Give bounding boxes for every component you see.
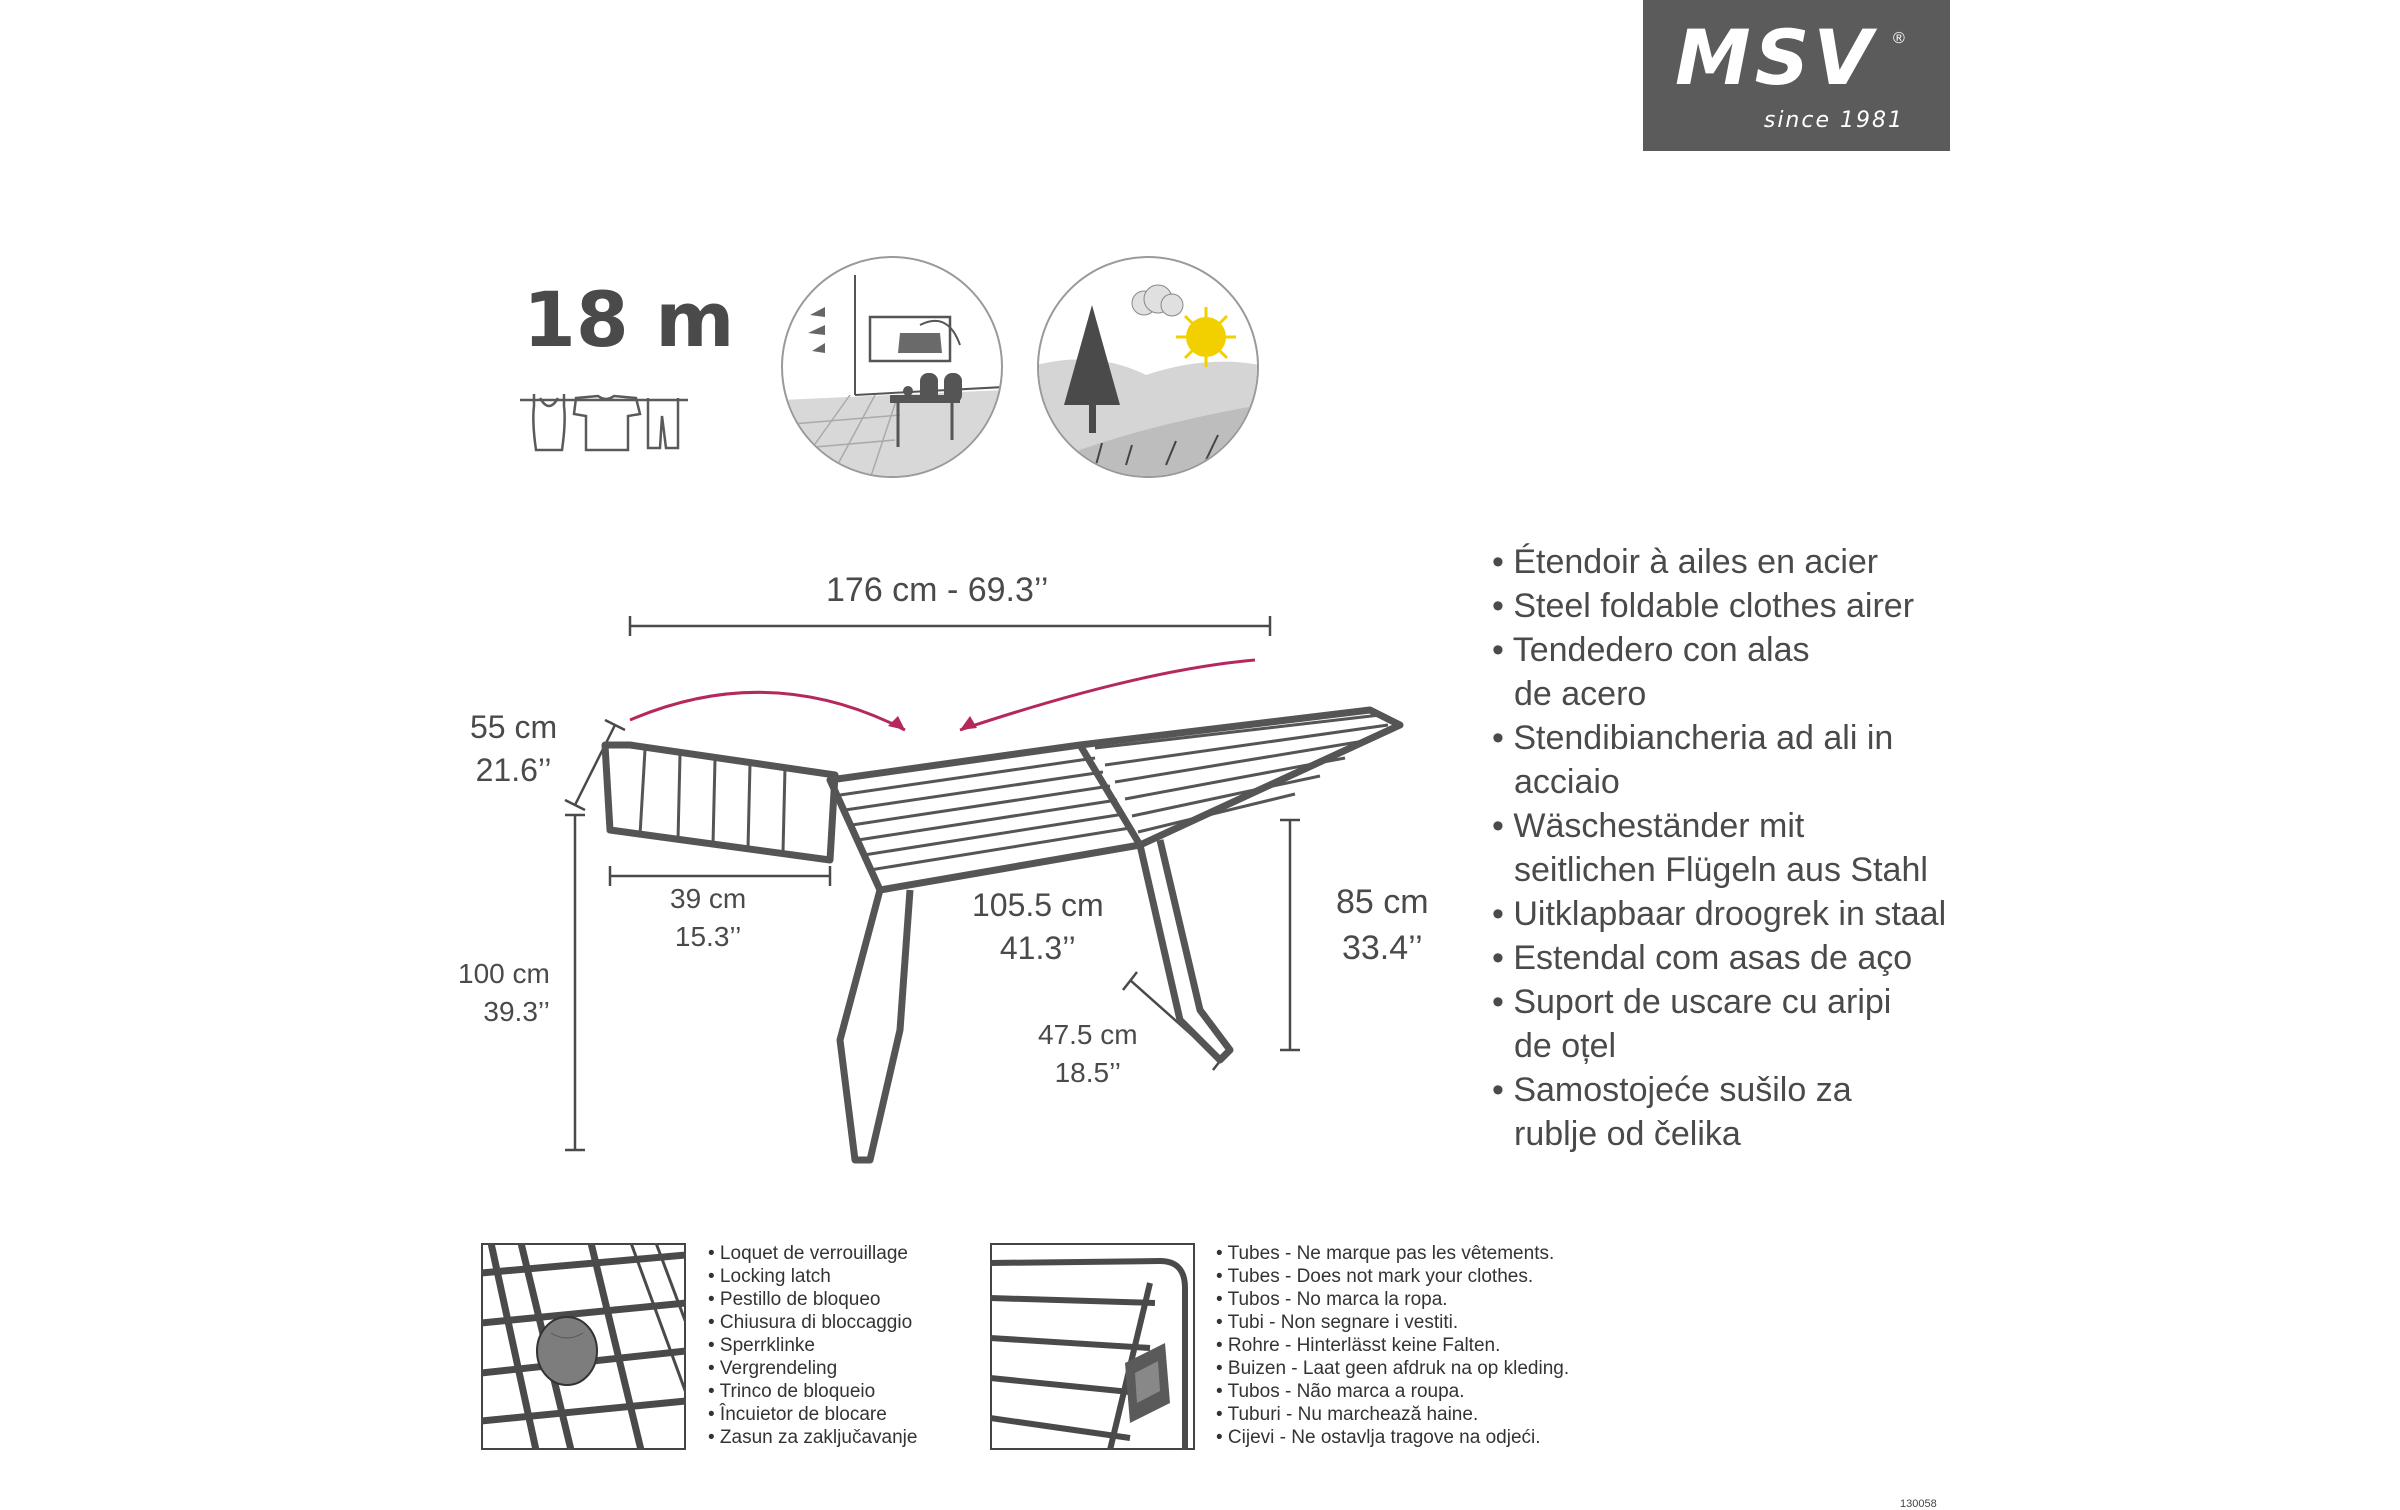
clothesline-icon [518,388,690,456]
feature-list [1492,540,1946,1156]
latch-item: • Zasun za zaključavanje [708,1427,918,1448]
wing-length-cm: 39 cm [670,883,747,914]
tubes-item: • Buizen - Laat geen afdruk na op kleding. [1216,1358,1570,1379]
tubes-item: • Cijevi - Ne ostavlja tragove na odjeći. [1216,1427,1541,1448]
tubes-item: • Tubes - Ne marque pas les vêtements. [1216,1243,1555,1264]
brand-name: MSV [1675,13,1877,102]
product-code: 130058 [1900,1498,1937,1510]
center-length-cm: 105.5 cm [972,887,1104,923]
feature-item: • Étendoir à ailes en acier [1492,543,1879,581]
total-height-label [458,955,550,1031]
center-height-in: 33.4’’ [1341,928,1423,967]
tubes-item: • Rohre - Hinterlässt keine Falten. [1216,1335,1501,1356]
depth-cm: 47.5 cm [1038,1019,1138,1050]
wing-depth-label [470,706,557,792]
drying-capacity: 18 m [523,275,735,364]
registered-mark: ® [1893,30,1905,47]
latch-item: • Loquet de verrouillage [708,1243,908,1264]
total-height-cm: 100 cm [458,958,550,989]
brand-tagline: since 1981 [1763,108,1904,133]
feature-item: • Suport de uscare cu aripi de oțel [1492,983,1892,1065]
latch-item: • Locking latch [708,1266,831,1287]
latch-feature-list [708,1242,917,1449]
clothes-airer-diagram [440,600,1440,1180]
wing-length-label [670,880,746,956]
feature-item: • Steel foldable clothes airer [1492,587,1915,625]
brand-logo [1643,0,1950,151]
outdoor-use-icon [1036,255,1260,479]
wing-depth-cm: 55 cm [470,709,558,745]
latch-item: • Trinco de bloqueio [708,1381,876,1402]
center-length-in: 41.3’’ [999,930,1076,967]
depth-in: 18.5’’ [1054,1056,1122,1088]
tubes-item: • Tubos - No marca la ropa. [1216,1289,1448,1310]
center-length-label [972,884,1104,970]
length-label: 176 cm - 69.3’’ [826,571,1049,609]
latch-item: • Chiusura di bloccaggio [708,1312,913,1333]
depth-label [1038,1016,1138,1092]
wing-depth-in: 21.6’’ [475,752,552,789]
latch-item: • Încuietor de blocare [708,1404,887,1425]
latch-item: • Pestillo de bloqueo [708,1289,881,1310]
feature-item: • Uitklapbaar droogrek in staal [1492,895,1947,933]
tubes-closeup [990,1243,1195,1450]
latch-item: • Sperrklinke [708,1335,815,1356]
tubes-item: • Tuburi - Nu marchează haine. [1216,1404,1479,1425]
locking-latch-closeup [481,1243,686,1450]
tubes-feature-list [1216,1242,1569,1449]
latch-item: • Vergrendeling [708,1358,838,1379]
tubes-item: • Tubes - Does not mark your clothes. [1216,1266,1534,1287]
feature-item: • Stendibiancheria ad ali in acciaio [1492,719,1894,801]
wing-length-in: 15.3’’ [674,920,742,952]
feature-item: • Wäscheständer mit seitlichen Flügeln aus Stahl [1492,807,1928,889]
feature-item: • Estendal com asas de aço [1492,939,1913,977]
tubes-item: • Tubos - Não marca a roupa. [1216,1381,1465,1402]
total-height-in: 39.3’’ [483,995,550,1027]
feature-item: • Samostojeće sušilo za rublje od čelika [1492,1071,1852,1153]
feature-item: • Tendedero con alas de acero [1492,631,1810,713]
center-height-label [1336,880,1429,972]
tubes-item: • Tubi - Non segnare i vestiti. [1216,1312,1459,1333]
indoor-use-icon [780,255,1004,479]
center-height-cm: 85 cm [1336,883,1429,921]
